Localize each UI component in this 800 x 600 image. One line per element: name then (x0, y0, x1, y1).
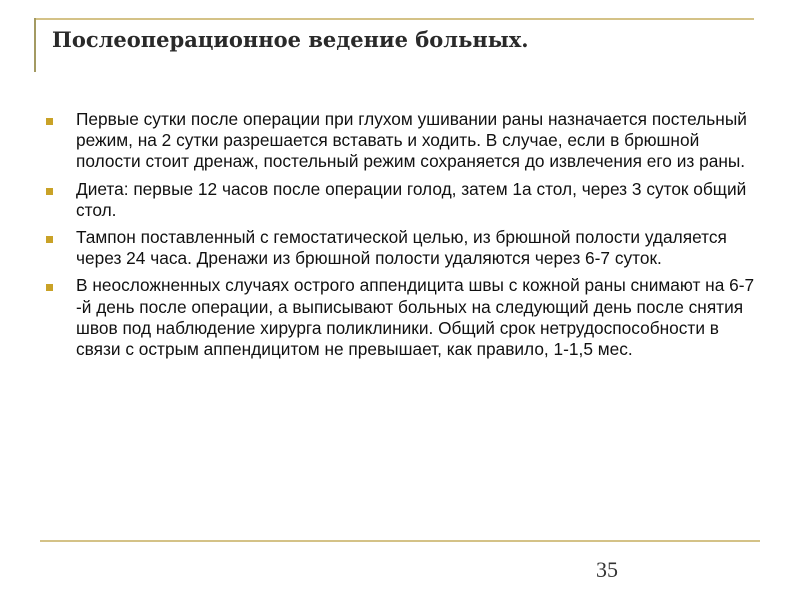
bullet-item (46, 275, 760, 360)
bullet-text: Диета: первые 12 часов после операции голод, затем 1а стол, через 3 суток общий стол. (76, 178, 747, 220)
square-bullet-icon (46, 284, 53, 291)
page-number: 35 (596, 557, 618, 582)
bullet-text: В неосложненных случаях острого аппендицита швы с кожной раны снимают на 6-7 -й день после операции, а выписывают больных на следующий день после снятия швов под наблюдение хирурга поликлиники. Общий срок нетрудоспособности в связи с острым аппендицитом не превышает, как правило, 1-1,5 мес. (76, 275, 755, 360)
square-bullet-icon (46, 188, 53, 195)
bullet-item (46, 227, 760, 269)
bullet-item (46, 179, 760, 221)
bottom-divider (40, 540, 760, 542)
bullet-text: Первые сутки после операции при глухом ушивании раны назначается постельный режим, на 2 сутки разрешается вставать и ходить. В случае, если в брюшной полости стоит дренаж, постельный режим сохраняется до извлечения его из раны. (76, 109, 747, 172)
bullet-list (46, 109, 760, 366)
top-divider (34, 18, 754, 20)
bullet-item (46, 109, 760, 173)
title-side-rule (34, 18, 36, 72)
square-bullet-icon (46, 236, 53, 243)
square-bullet-icon (46, 118, 53, 125)
bullet-text: Тампон поставленный с гемостатической целью, из брюшной полости удаляется через 24 часа. Дренажи из брюшной полости удаляются через 6-7 суток. (76, 227, 727, 269)
slide-title: Послеоперационное ведение больных. (52, 27, 529, 52)
